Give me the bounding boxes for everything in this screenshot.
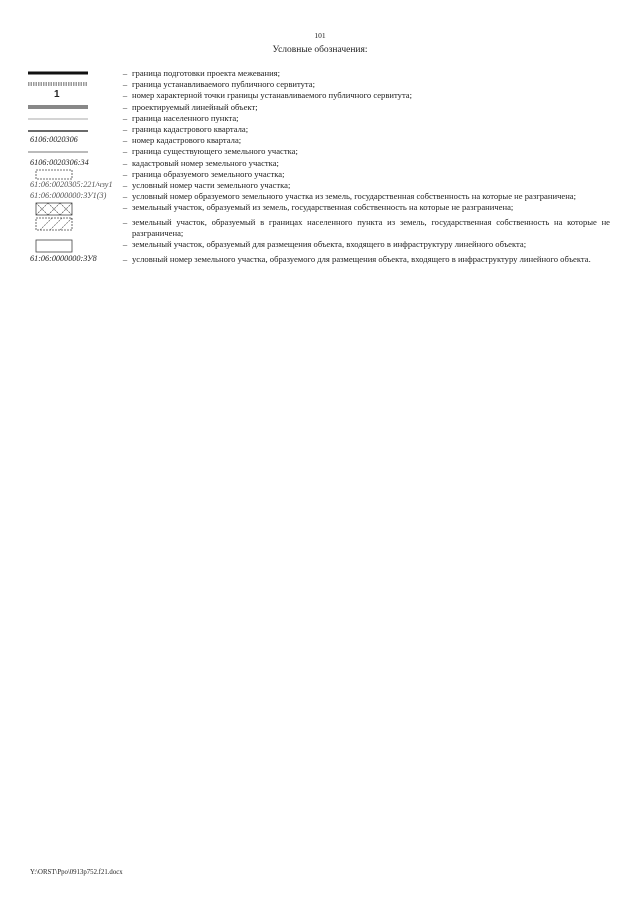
legend-symbol-dashed-box [26, 169, 118, 179]
legend-dash: – [122, 157, 128, 168]
legend-item [26, 79, 610, 89]
legend-dash: – [122, 146, 128, 157]
legend-description: проектируемый линейный объект; [132, 101, 258, 112]
legend-item [26, 191, 610, 201]
legend-symbol-thin-line [26, 113, 118, 123]
legend-description: земельный участок, образуемый в границах населенного пункта из земель, государственная собственность на которые не разграничена; [132, 217, 610, 238]
legend-description: граница образуемого земельного участка; [132, 168, 285, 179]
legend-dash: – [122, 168, 128, 179]
legend-description: условный номер земельного участка, образуемого для размещения объекта, входящего в инфраструктуру линейного объекта. [132, 253, 591, 264]
legend-item [26, 202, 610, 216]
legend-symbol-gray-line [26, 146, 118, 156]
legend-symbol-text: 6106:0020306 [30, 135, 78, 145]
legend-dash: – [122, 253, 128, 264]
legend-symbol-text: 6106:0020306:34 [30, 157, 89, 167]
legend-dash: – [122, 79, 128, 90]
legend-item [26, 68, 610, 78]
legend-item [26, 158, 610, 168]
legend-dash: – [122, 217, 128, 228]
legend-item [26, 124, 610, 134]
legend-symbol-cross-box [26, 202, 118, 216]
legend-item [26, 254, 610, 264]
legend-item [26, 239, 610, 253]
legend-symbol-text: 61:06:0000000:ЗУ8 [30, 253, 97, 263]
page-number: 101 [314, 31, 326, 40]
legend-item [26, 135, 610, 145]
legend-symbol-text [26, 180, 118, 190]
legend-symbol-plain-box [26, 239, 118, 253]
legend-description: номер характерной точки границы устанавливаемого публичного сервитута; [132, 90, 413, 101]
legend-symbol-servitude-line [26, 79, 118, 89]
legend-symbol-linear-object [26, 102, 118, 112]
legend-symbol-point-number [26, 90, 118, 100]
legend-description: условный номер части земельного участка; [132, 180, 291, 191]
legend-symbol-text [26, 254, 118, 264]
legend-list [26, 68, 610, 265]
legend-description: кадастровый номер земельного участка; [132, 157, 279, 168]
legend-symbol-thick-line [26, 68, 118, 78]
legend-description: условный номер образуемого земельного участка из земель, государственная собственность на которые не разграничена; [132, 191, 577, 202]
legend-symbol-black-line [26, 124, 118, 134]
legend-item [26, 90, 610, 100]
legend-symbol-hatch-box [26, 217, 118, 231]
legend-item [26, 113, 610, 123]
legend-description: граница кадастрового квартала; [132, 124, 249, 135]
legend-item [26, 180, 610, 190]
legend-symbol-text: 1 [54, 89, 60, 101]
legend-symbol-text: 61:06:0000000:ЗУ1(3) [30, 191, 107, 201]
legend-dash: – [122, 135, 128, 146]
legend-dash: – [122, 180, 128, 191]
page-title: Условные обозначения: [272, 45, 368, 55]
legend-description: земельный участок, образуемый для размещения объекта, входящего в инфраструктуру линейного объекта; [132, 238, 527, 249]
legend-dash: – [122, 238, 128, 249]
legend-item [26, 102, 610, 112]
legend-dash: – [122, 191, 128, 202]
file-path-footer: Y:\ORST\Ppo\0913p752.f21.docx [30, 869, 123, 876]
legend-description: граница устанавливаемого публичного сервитута; [132, 79, 315, 90]
legend-dash: – [122, 112, 128, 123]
legend-description: номер кадастрового квартала; [132, 135, 242, 146]
legend-symbol-text [26, 135, 118, 145]
legend-symbol-text [26, 191, 118, 201]
legend-description: граница существующего земельного участка; [132, 146, 298, 157]
legend-description: граница населенного пункта; [132, 112, 239, 123]
legend-dash: – [122, 68, 128, 78]
legend-dash: – [122, 124, 128, 135]
legend-description: граница подготовки проекта межевания; [132, 68, 281, 78]
legend-dash: – [122, 202, 128, 213]
legend-item [26, 217, 610, 237]
legend-description: земельный участок, образуемый из земель, государственная собственность на которые не разграничена; [132, 202, 514, 213]
legend-dash: – [122, 101, 128, 112]
legend-dash: – [122, 90, 128, 101]
legend-symbol-text [26, 158, 118, 168]
legend-item [26, 169, 610, 179]
legend-symbol-text: 61:06:0020305:221/чзу1 [30, 180, 113, 190]
legend-item [26, 146, 610, 156]
